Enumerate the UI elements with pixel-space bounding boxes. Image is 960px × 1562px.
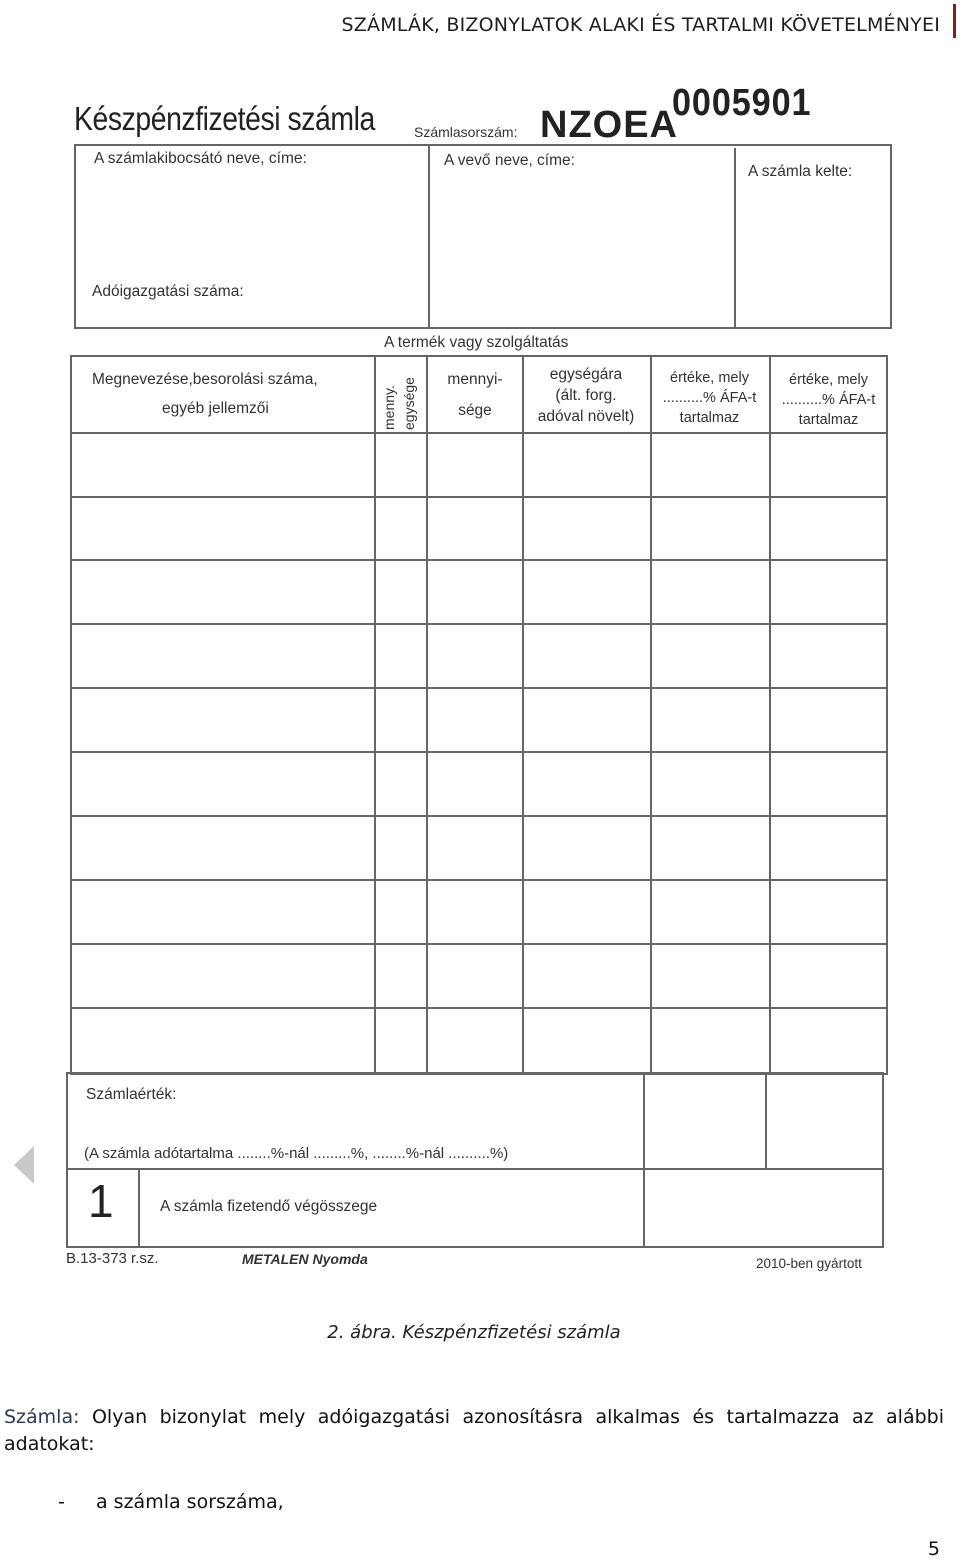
divider — [765, 1072, 767, 1170]
figure-caption — [0, 1322, 960, 1343]
col-price-header-line1: egységára — [549, 366, 623, 383]
col-value1-header-line2: ..........% ÁFA-t — [662, 390, 757, 406]
form-code: B.13-373 r.sz. — [66, 1250, 159, 1267]
figure-caption-text: 2. ábra. Készpénzfizetési számla — [327, 1322, 621, 1343]
serial-label: Számlasorszám: — [414, 124, 518, 140]
table-row-line — [70, 879, 888, 881]
product-header: A termék vagy szolgáltatás — [384, 334, 569, 351]
previous-page-arrow-icon[interactable] — [14, 1146, 34, 1184]
col-value1-header-line3: tartalmaz — [679, 410, 740, 426]
col-qty-header-line2: sége — [458, 402, 492, 419]
made-year: 2010-ben gyártott — [756, 1256, 862, 1271]
divider — [643, 1072, 645, 1248]
col-divider — [522, 355, 524, 1075]
running-header: SZÁMLÁK, BIZONYLATOK ALAKI ÉS TARTALMI KÖVETELMÉNYEI — [341, 14, 940, 36]
col-qty-header-line1: mennyi- — [447, 371, 503, 388]
col-value2-header-line2: ..........% ÁFA-t — [781, 392, 876, 408]
buyer-label: A vevő neve, címe: — [444, 152, 575, 169]
col-unit-header-line1: menny. — [381, 385, 397, 430]
body-paragraph — [4, 1404, 944, 1458]
serial-number: 0005901 — [672, 82, 812, 124]
table-row-line — [70, 496, 888, 498]
form-title: Készpénzfizetési számla — [74, 100, 375, 137]
divider — [138, 1168, 140, 1248]
tax-id-label: Adóigazgatási száma: — [92, 283, 244, 300]
issuer-label: A számlakibocsátó neve, címe: — [94, 150, 307, 167]
col-divider — [650, 355, 652, 1075]
col-divider — [769, 355, 771, 1075]
col-price-header-line3: adóval növelt) — [537, 408, 635, 425]
col-value2-header-line3: tartalmaz — [798, 412, 859, 428]
list-item-text: a számla sorszáma, — [96, 1491, 284, 1513]
table-row-line — [70, 751, 888, 753]
date-label: A számla kelte: — [748, 163, 853, 180]
col-divider — [426, 355, 428, 1075]
col-value1-header-line1: értéke, mely — [670, 370, 749, 386]
col-price-header-line2: (ált. forg. — [555, 387, 617, 404]
divider — [66, 1168, 884, 1170]
table-row-line — [70, 623, 888, 625]
table-row-line — [70, 687, 888, 689]
tax-content-line: (A számla adótartalma ........%-nál .........%, ........%-nál ..........%) — [84, 1145, 509, 1162]
table-row-line — [70, 559, 888, 561]
col-value2-header-line1: értéke, mely — [789, 372, 868, 388]
col-divider — [374, 355, 376, 1075]
table-row-line — [70, 1007, 888, 1009]
invoice-value-label: Számlaérték: — [86, 1086, 177, 1103]
list-item — [58, 1491, 284, 1513]
total-label: A számla fizetendő végösszege — [160, 1198, 378, 1215]
divider — [734, 148, 736, 329]
definition-term: Számla: — [4, 1406, 80, 1428]
table-row-line — [70, 815, 888, 817]
col-name-header-line2: egyéb jellemzői — [162, 400, 269, 417]
serial-prefix: NZOEA — [540, 104, 678, 146]
table-row-line — [70, 432, 888, 434]
copy-number: 1 — [88, 1175, 114, 1227]
page-number: 5 — [927, 1538, 940, 1560]
printer-name: METALEN Nyomda — [242, 1251, 368, 1267]
table-row-line — [70, 943, 888, 945]
list-bullet: - — [58, 1491, 65, 1513]
items-table — [70, 355, 888, 1075]
col-name-header-line1: Megnevezése,besorolási száma, — [92, 371, 318, 388]
col-unit-header-line2: egysége — [401, 377, 417, 430]
divider — [428, 144, 430, 329]
definition-text: Olyan bizonylat mely adóigazgatási azonosításra alkalmas és tartalmazza az alábbi adatokat: — [4, 1406, 944, 1455]
